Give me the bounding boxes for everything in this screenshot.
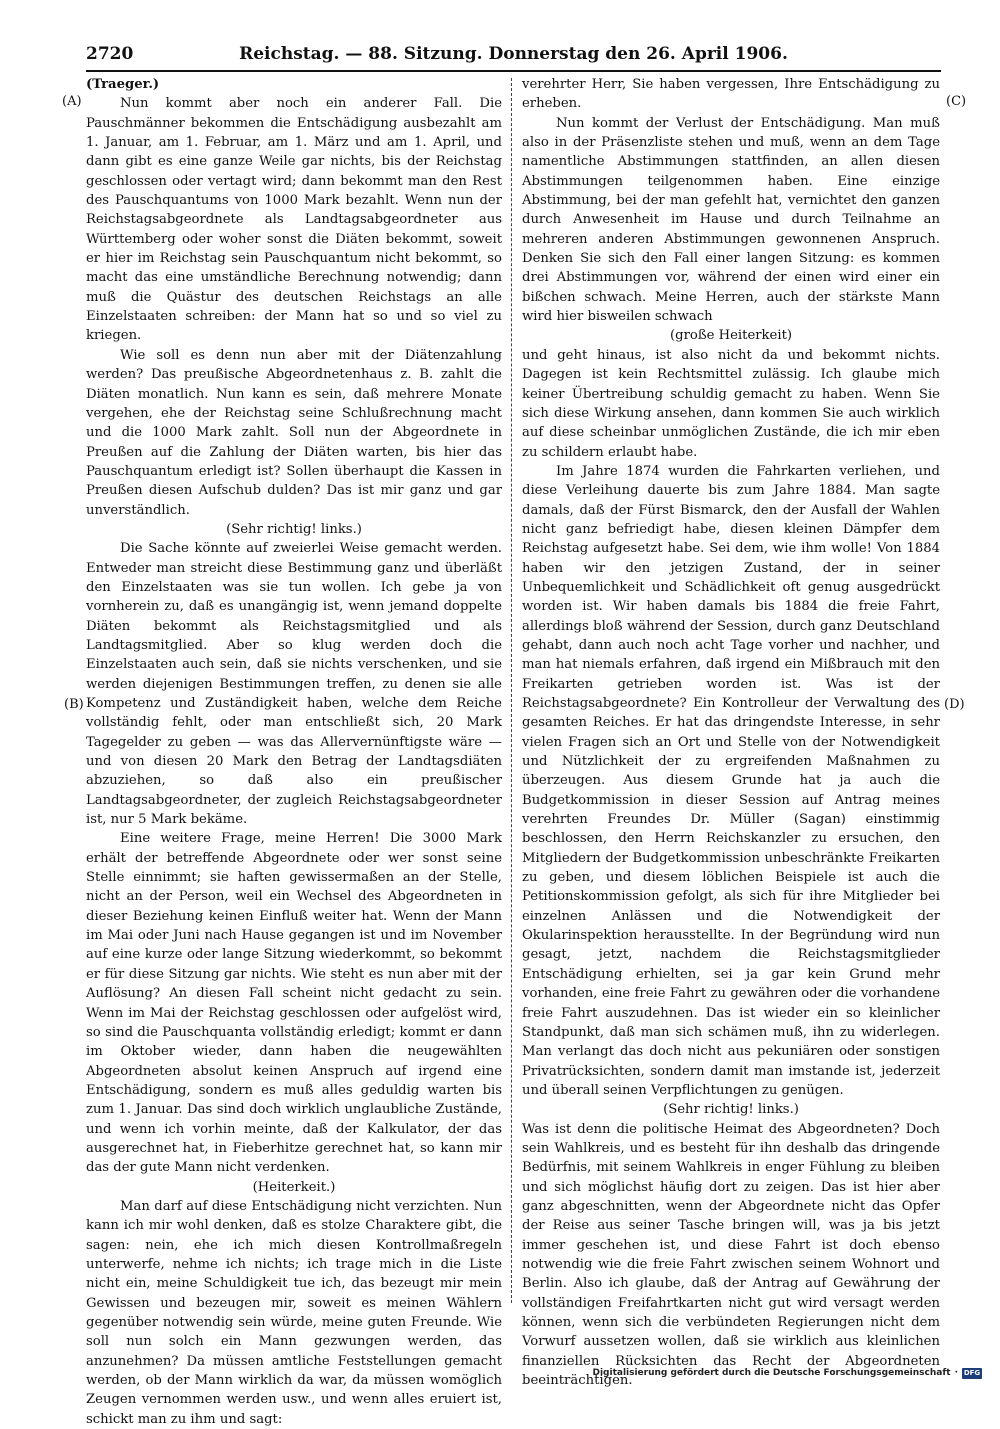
header-rule — [86, 70, 941, 72]
paragraph: Man darf auf diese Entschädigung nicht verzichten. Nun kann ich mir wohl denken, daß es stolze Charaktere gibt, die sagen: nein, ehe ich mich diesen Kontrollmaßregeln unterwerfe, nehme ich nichts; ich trage mich in die Liste nicht ein, meine Schuldigkeit tue ich, das bezeugt mir mein Gewissen und bezeugen mir, soweit es meinen Wählern gegenüber notwendig sein würde, meine guten Freunde. Wie soll nun solch ein Mann gezwungen werden, das anzunehmen? Da müssen amtliche Feststellungen gemacht werden, ob der Mann wirklich da war, da müssen womöglich Zeugen vernommen werden usw., und wenn alles eruiert ist, schickt man zu ihm und sagt: — [86, 1198, 502, 1427]
paragraph: Eine weitere Frage, meine Herren! Die 3000 Mark erhält der betreffende Abgeordnete oder wer sonst seine Stelle einnimmt; sie haften gewissermaßen an der Stelle, nicht an der Person, weil ein Wechsel des Abgeordneten in dieser Beziehung keinen Einfluß weiter hat. Wenn der Mann im Mai oder Juni nach Hause gegangen ist und im November auf eine kurze oder lange Sitzung wiederkommt, so bekommt er für diese Sitzung gar nichts. Wie steht es nun aber mit der Auflösung? An diesen Fall scheint nicht gedacht zu sein. Wenn im Mai der Reichstag geschlossen oder aufgelöst wird, so sind die Pauschquanta vollständig erledigt; kommt er dann im Oktober wieder, dann haben die neugewählten Abgeordneten absolut keinen Anspruch auf irgend eine Entschädigung, sondern es muß alles geduldig warten bis zum 1. Januar. Das sind doch wirklich unglaubliche Zustände, und wenn ich vorhin meinte, daß der Kalkulator, der das ausgerechnet hat, in Fieberhitze gerechnet hat, so kann mir das der gute Mann nicht verdenken. — [86, 831, 502, 1176]
speaker-name: (Traeger.) — [86, 77, 160, 92]
margin-marker-b: (B) — [64, 697, 84, 712]
page-number: 2720 — [86, 44, 134, 64]
interjection: (Sehr richtig! links.) — [226, 521, 362, 537]
margin-marker-a: (A) — [62, 94, 82, 109]
paragraph: Im Jahre 1874 wurden die Fahrkarten verliehen, und diese Verleihung dauerte bis zum Jahre 1884. Man sagte damals, daß der Fürst Bismarck, den der Ausfall der Wahlen nicht ganz befriedigt habe, diesen kleinen Dämpfer dem Reichstag aufgesetzt habe. Sei dem, wie ihm wolle! Von 1884 haben wir den jetzigen Zustand, der in seiner Unbequemlichkeit und Schädlichkeit oft genug ausgedrückt worden ist. Wir haben damals bis 1884 die freie Fahrt, allerdings bloß während der Session, durch ganz Deutschland gehabt, dann auch noch acht Tage vorher und nachher, und man hat niemals erfahren, daß irgend ein Mißbrauch mit den Freikarten getrieben worden ist. Was ist der Reichstagsabgeordnete? Ein Kontrolleur der Verwaltung des gesamten Reiches. Er hat das dringendste Interesse, in sehr vielen Fragen sich an Ort und Stelle von der Notwendigkeit und Nützlichkeit der zu ergreifenden Maßnahmen zu überzeugen. Aus diesem Grunde hat ja auch die Budgetkommission in dieser Session auf Antrag meines verehrten Freundes Dr. Müller (Sagan) einstimmig beschlossen, den Herrn Reichskanzler zu ersuchen, den Mitgliedern der Budgetkommission unbeschränkte Freikarten zu geben, und diesem löblichen Beispiele ist auch die Petitionskommission gefolgt, als sich für ihre Mitglieder bei einzelnen Anlässen und die Notwendigkeit der Okularinspektion herausstellte. In der Begründung wird nun gesagt, jetzt, nachdem die Reichstagsmitglieder Entschädigung erhielten, sei ja gar kein Grund mehr vorhanden, eine freie Fahrt zu gewähren oder die vorhandene freie Fahrt auszudehnen. Das ist wieder ein so kleinlicher Standpunkt, daß man sich schämen muß, ihn zu widerlegen. Man verlangt das doch nicht aus pekuniären oder sonstigen Privatrücksichten, sondern damit man imstande ist, jederzeit und überall seinen Verpflichtungen zu genügen. — [522, 463, 940, 1098]
interjection: (Heiterkeit.) — [252, 1179, 336, 1195]
separator: · — [954, 1368, 958, 1378]
interjection: (Sehr richtig! links.) — [663, 1102, 799, 1118]
paragraph: Die Sache könnte auf zweierlei Weise gemacht werden. Entweder man streicht diese Bestimmung ganz und überläßt den Einzelstaaten was sie tun wollen. Ich gebe ja von vornherein zu, daß es unangängig ist, wenn jemand doppelte Diäten bekommt als Reichstagsmitglied und als Landtagsmitglied. Aber so klug werden doch die Einzelstaaten auch sein, daß sie nichts verschenken, und sie werden diejenigen Bestimmungen treffen, zu denen sie alle Kompetenz und Zuständigkeit haben, welche dem Reiche vollständig fehlt, oder man entschließt sich, 20 Mark Tagegelder zu geben — was das Allervernünftigste wäre — und von diesen 20 Mark den Betrag der Landtagsdiäten abzuziehen, so daß also ein preußischer Landtagsabgeordneter, der zugleich Reichstagsabgeordneter ist, nur 5 Mark bekäme. — [86, 541, 502, 828]
funding-note: Digitalisierung gefördert durch die Deutsche Forschungsgemeinschaft — [592, 1368, 951, 1378]
left-column — [86, 75, 502, 1427]
running-head: Reichstag. — 88. Sitzung. Donnerstag den 26. April 1906. — [239, 44, 788, 64]
paragraph: Was ist denn die politische Heimat des Abgeordneten? Doch sein Wahlkreis, und es besteht für ihn deshalb das dringende Bedürfnis, mit seinem Wahlkreis in enger Fühlung zu bleiben und sich möglichst häufig dort zu zeigen. Das ist hier aber ganz abgeschnitten, wenn der Abgeordnete nicht das Opfer der Reise aus seiner Tasche bringen will, was ja bis jetzt immer geschehen ist, und diese Fahrt ist doch ebenso notwendig wie die freie Fahrt zwischen seinem Wohnort und Berlin. Also ich glaube, daß der Antrag auf Gewährung der vollständigen Freifahrtkarten nicht gut wird versagt werden können, wenn sich die verbündeten Regierungen nicht dem Vorwurf aussetzen wollen, daß sie wirklich aus kleinlichen finanziellen Rücksichten das Recht der Abgeordneten beeinträchtigen. — [522, 1121, 940, 1389]
paragraph: und geht hinaus, ist also nicht da und bekommt nichts. Dagegen ist kein Rechtsmittel zulässig. Ich glaube mich keiner Übertreibung schuldig gemacht zu haben. Wenn Sie sich diese Wirkung ansehen, dann kommen Sie auch wirklich auf diese scheinbar unmöglichen Zustände, die ich mir eben zu schildern erlaubt habe. — [522, 347, 940, 460]
paragraph: Nun kommt der Verlust der Entschädigung. Man muß also in der Präsenzliste stehen und muß, wenn an dem Tage namentliche Abstimmungen stattfinden, an allen diesen Abstimmungen teilgenommen haben. Eine einzige Abstimmung, bei der man gefehlt hat, vernichtet den ganzen durch Anwesenheit im Hause und durch Teilnahme an mehreren anderen Abstimmungen gewonnenen Anspruch. Denken Sie sich den Fall einer langen Sitzung: es kommen drei Abstimmungen vor, während der einen wird einer ein bißchen schwach. Meine Herren, auch der stärkste Mann wird hier bisweilen schwach — [522, 115, 940, 325]
paragraph: Wie soll es denn nun aber mit der Diätenzahlung werden? Das preußische Abgeordnetenhaus z. B. zahlt die Diäten monatlich. Nun kann es sein, daß mehrere Monate vergehen, ehe der Reichstag seine Schlußrechnung macht und die 1000 Mark zahlt. Soll nun der Abgeordnete in Preußen auf die Zahlung der Diäten warten, bis hier das Pauschquantum erledigt ist? Sollen überhaupt die Kassen in Preußen diesen Aufschub dulden? Das ist mir ganz und gar unverständlich. — [86, 347, 502, 518]
margin-marker-d: (D) — [944, 697, 965, 712]
footer — [592, 1366, 982, 1380]
interjection: (große Heiterkeit) — [669, 328, 793, 344]
dfg-logo: DFG — [963, 1368, 981, 1377]
margin-marker-c: (C) — [946, 94, 967, 109]
column-divider — [511, 78, 512, 1303]
page-header — [86, 44, 941, 70]
paragraph: verehrter Herr, Sie haben vergessen, Ihre Entschädigung zu erheben. — [522, 77, 940, 112]
paragraph: Nun kommt aber noch ein anderer Fall. Die Pauschmänner bekommen die Entschädigung ausbezahlt am 1. Januar, am 1. Februar, am 1. März und am 1. April, und dann gibt es eine ganze Weile gar nichts, bis der Reichstag geschlossen oder vertagt wird; dann bekommt man den Rest des Pauschquantums von 1000 Mark bezahlt. Wenn nun der Reichstagsabgeordnete als Landtagsabgeordneter aus Württemberg oder woher sonst die Diäten bekommt, soweit er hier im Reichstag sein Pauschquantum nicht bekommt, so macht das eine umständliche Berechnung notwendig; dann muß die Quästur des deutschen Reichstags an alle Einzelstaaten schreiben: der Mann hat so und so viel zu kriegen. — [86, 96, 502, 344]
